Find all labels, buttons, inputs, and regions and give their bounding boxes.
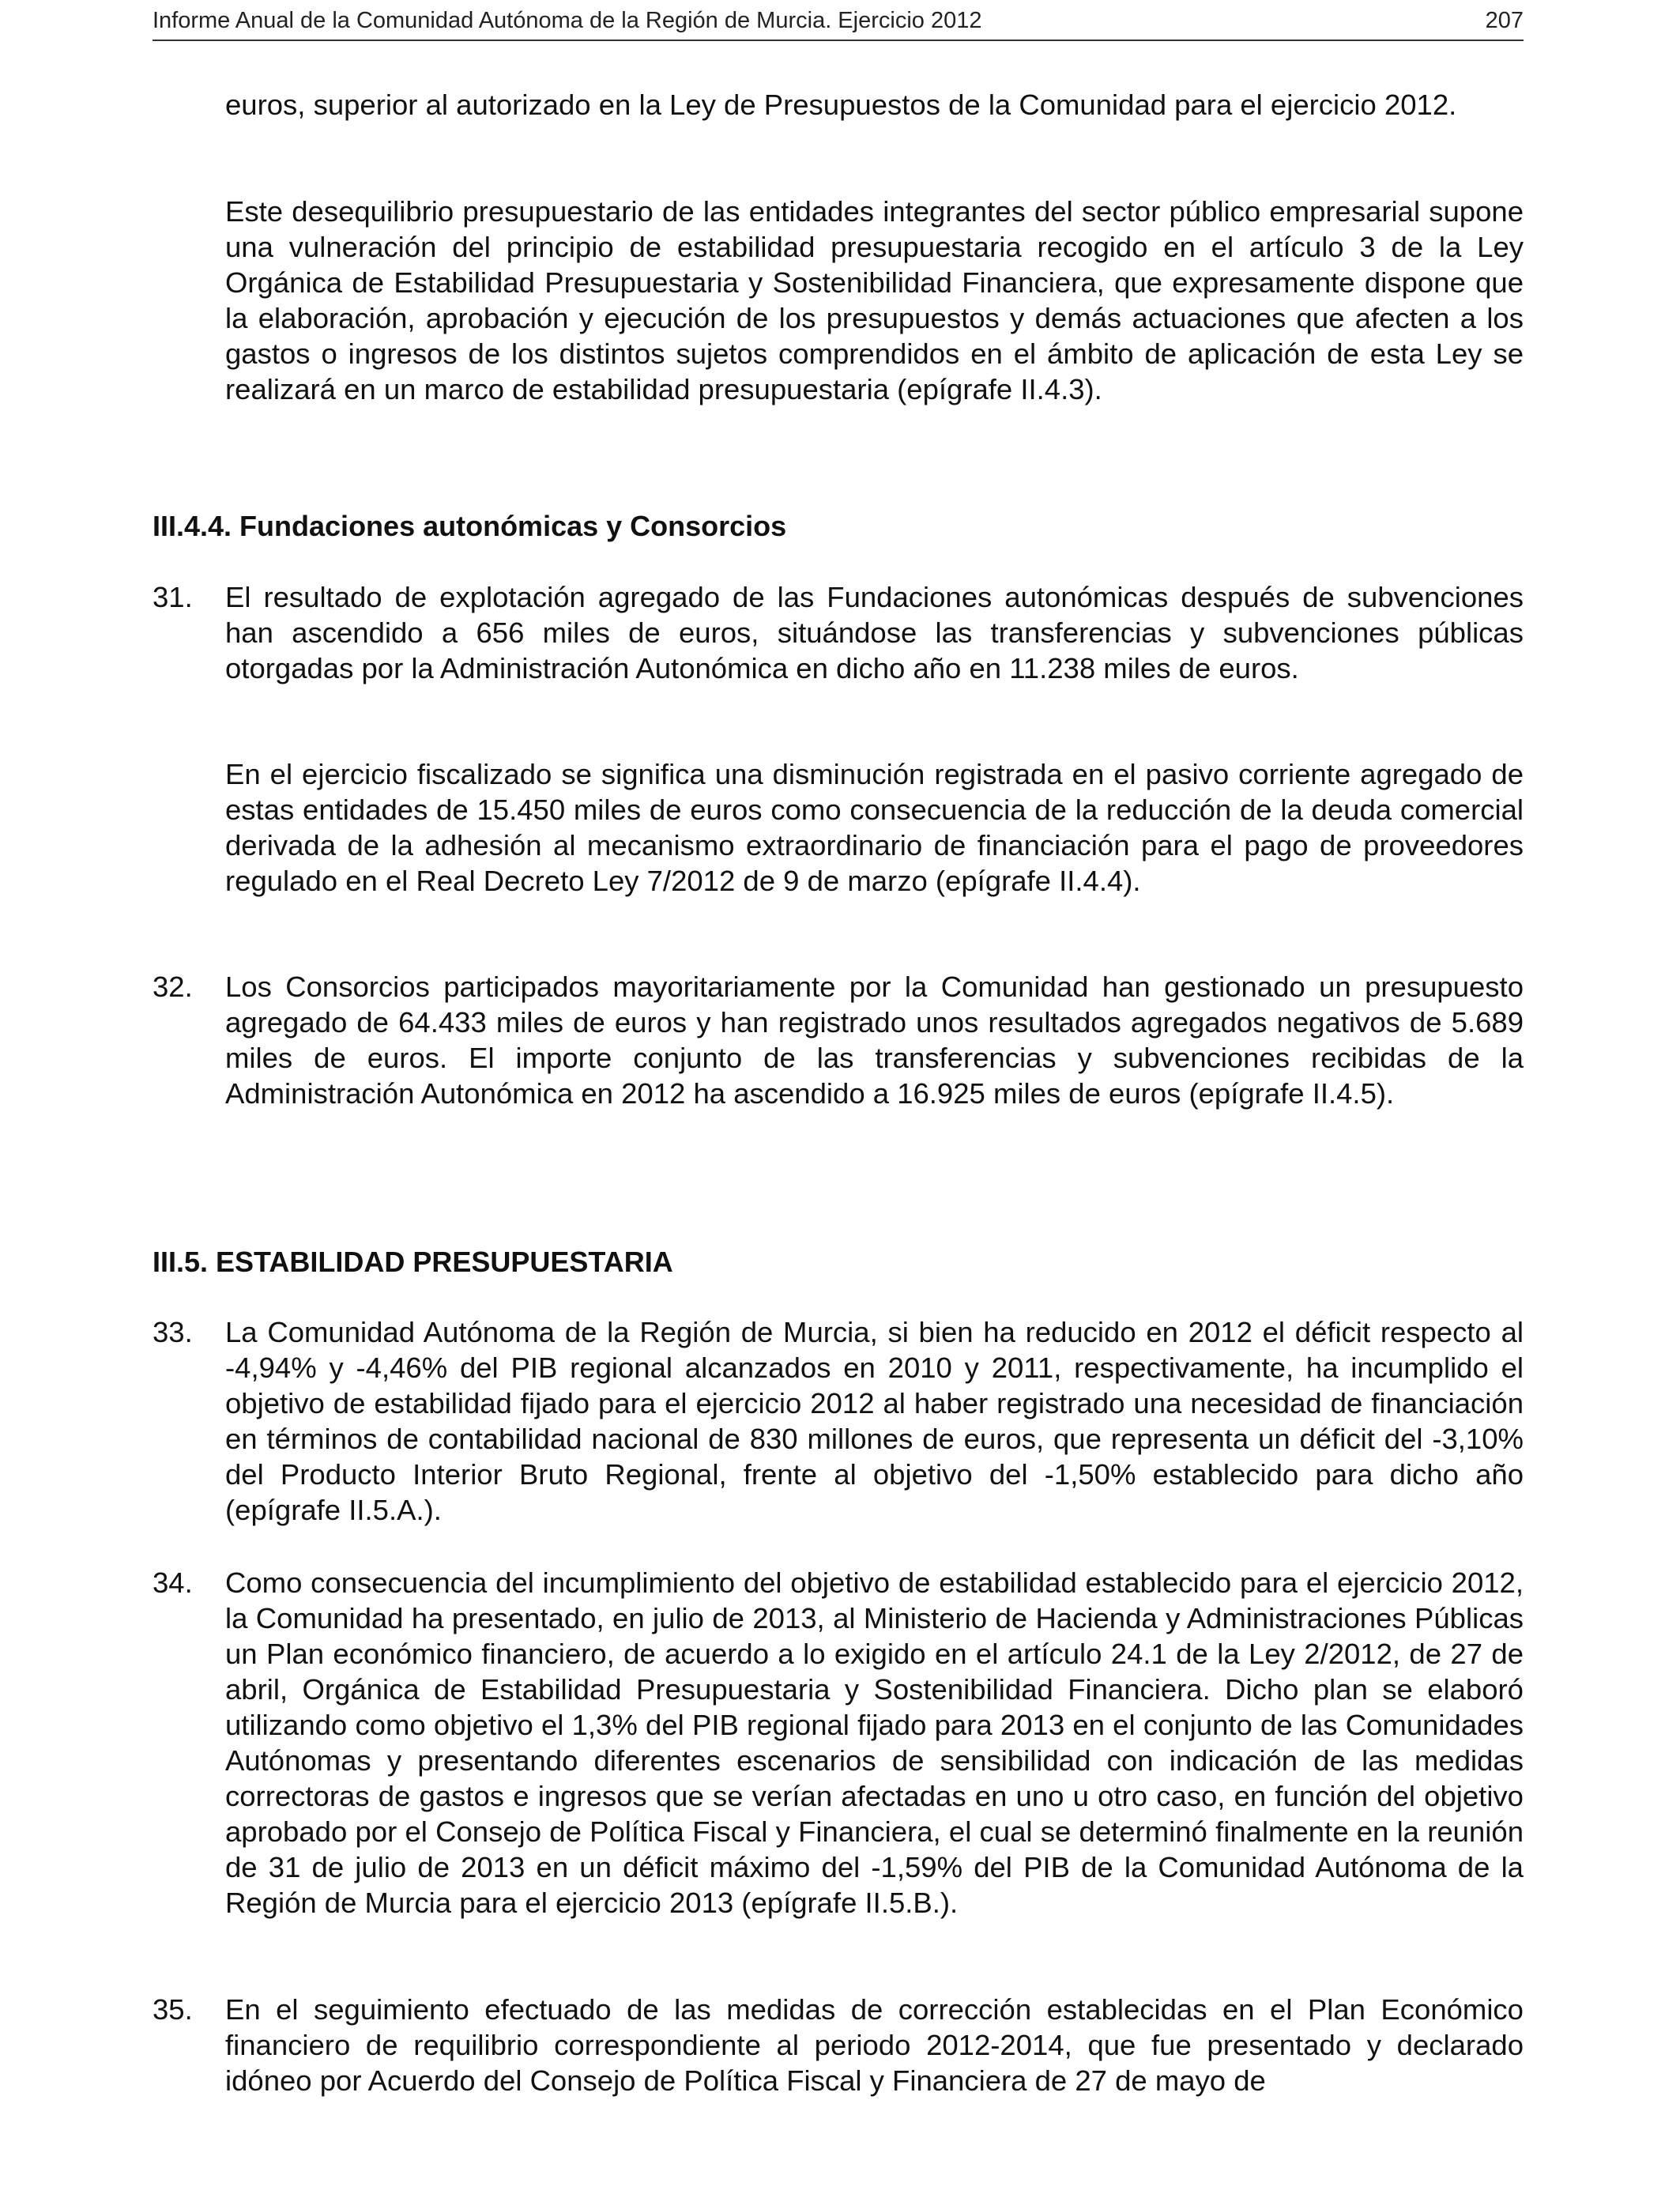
item-paragraph: Los Consorcios participados mayoritariamente por la Comunidad han gestionado un presupuesto agregado de 64.433 miles de euros y han registrado unos resultados agregados negativos de 5.689 miles de euros. El importe conjunto de las transferencias y subvenciones recibidas de la Administración Autonómica en 2012 ha ascendido a 16.925 miles de euros (epígrafe II.4.5). (225, 971, 1524, 1110)
item-number: 33. (153, 1316, 193, 1348)
item-number: 34. (153, 1566, 193, 1599)
running-header (153, 5, 1524, 41)
item-paragraph: El resultado de explotación agregado de las Fundaciones autonómicas después de subvenciones han ascendido a 656 miles de euros, situándose las transferencias y subvenciones públicas otorgadas por la Administración Autonómica en dicho año en 11.238 miles de euros. (225, 581, 1524, 684)
section-heading-fundaciones: III.4.4. Fundaciones autonómicas y Consorcios (153, 510, 787, 542)
item-paragraph: En el seguimiento efectuado de las medidas de corrección establecidas en el Plan Económico financiero de requilibrio correspondiente al periodo 2012-2014, que fue presentado y declarado idóneo por Acuerdo del Consejo de Política Fiscal y Financiera de 27 de mayo de (225, 1993, 1524, 2097)
item-paragraph: Como consecuencia del incumplimiento del objetivo de estabilidad establecido para el ejercicio 2012, la Comunidad ha presentado, en julio de 2013, al Ministerio de Hacienda y Administraciones Públicas un Plan económico financiero, de acuerdo a lo exigido en el artículo 24.1 de la Ley 2/2012, de 27 de abril, Orgánica de Estabilidad Presupuestaria y Sostenibilidad Financiera. Dicho plan se elaboró utilizando como objetivo el 1,3% del PIB regional fijado para 2013 en el conjunto de las Comunidades Autónomas y presentando diferentes escenarios de sensibilidad con indicación de las medidas correctoras de gastos e ingresos que se verían afectadas en uno u otro caso, en función del objetivo aprobado por el Consejo de Política Fiscal y Financiera, el cual se determinó finalmente en la reunión de 31 de julio de 2013 en un déficit máximo del -1,59% del PIB de la Comunidad Autónoma de la Región de Murcia para el ejercicio 2013 (epígrafe II.5.B.). (225, 1566, 1524, 1919)
page-number: 207 (1485, 8, 1524, 33)
item-number: 32. (153, 971, 193, 1003)
item-paragraph-continued: En el ejercicio fiscalizado se significa una disminución registrada en el pasivo corriente agregado de estas entidades de 15.450 miles de euros como consecuencia de la reducción de la deuda comercial derivada de la adhesión al mecanismo extraordinario de financiación para el pago de proveedores regulado en el Real Decreto Ley 7/2012 de 9 de marzo (epígrafe II.4.4). (225, 758, 1524, 897)
item-paragraph: La Comunidad Autónoma de la Región de Murcia, si bien ha reducido en 2012 el déficit respecto al -4,94% y -4,46% del PIB regional alcanzados en 2010 y 2011, respectivamente, ha incumplido el objetivo de estabilidad fijado para el ejercicio 2012 al haber registrado una necesidad de financiación en términos de contabilidad nacional de 830 millones de euros, que representa un déficit del -3,10% del Producto Interior Bruto Regional, frente al objetivo del -1,50% establecido para dicho año (epígrafe II.5.A.). (225, 1316, 1524, 1526)
section-heading-estabilidad: III.5. ESTABILIDAD PRESUPUESTARIA (153, 1246, 673, 1278)
continuation-paragraph: euros, superior al autorizado en la Ley de Presupuestos de la Comunidad para el ejercicio 2012. (225, 89, 1457, 121)
intro-paragraph: Este desequilibrio presupuestario de las entidades integrantes del sector público empresarial supone una vulneración del principio de estabilidad presupuestaria recogido en el artículo 3 de la Ley Orgánica de Estabilidad Presupuestaria y Sostenibilidad Financiera, que expresamente dispone que la elaboración, aprobación y ejecución de los presupuestos y demás actuaciones que afecten a los gastos o ingresos de los distintos sujetos comprendidos en el ámbito de aplicación de esta Ley se realizará en un marco de estabilidad presupuestaria (epígrafe II.4.3). (225, 195, 1524, 405)
header-title: Informe Anual de la Comunidad Autónoma de la Región de Murcia. Ejercicio 2012 (153, 8, 982, 33)
item-number: 35. (153, 1993, 193, 2026)
item-number: 31. (153, 581, 193, 613)
